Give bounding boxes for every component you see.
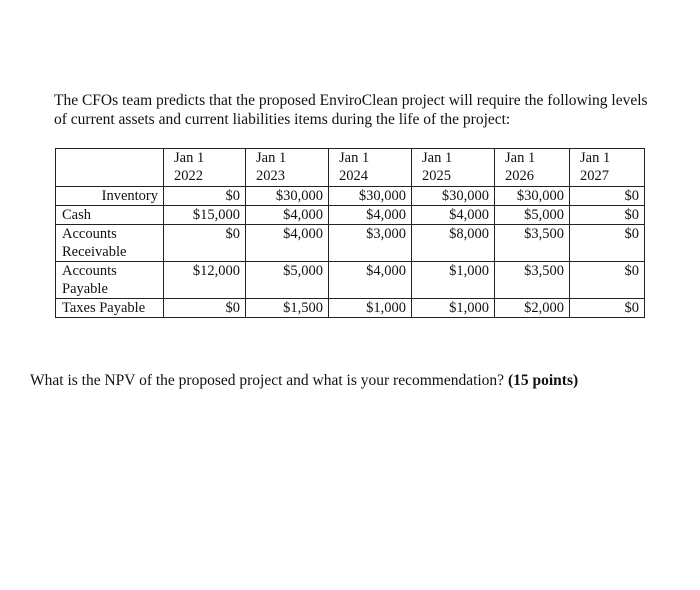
header-year: 2026 [505,168,534,184]
table-cell: $3,500 [495,262,570,299]
header-year: 2024 [339,168,368,184]
header-cell [329,149,412,187]
header-cell [495,149,570,187]
table-row-taxes-payable [56,299,645,318]
table-cell: $8,000 [412,225,495,262]
table-cell: $5,000 [246,262,329,299]
header-month: Jan 1 [339,150,370,166]
table-cell: $0 [570,187,645,206]
question-text [30,371,578,390]
working-capital-table [55,148,645,318]
working-capital-table-wrap [55,148,645,318]
table-cell: $2,000 [495,299,570,318]
table-cell: $4,000 [329,206,412,225]
header-cell [164,149,246,187]
header-month: Jan 1 [174,150,205,166]
question-body: What is the NPV of the proposed project and what is your recommendation? [30,372,508,389]
header-month: Jan 1 [422,150,453,166]
header-month: Jan 1 [580,150,611,166]
table-cell: $4,000 [246,225,329,262]
table-row-cash [56,206,645,225]
table-row-accounts-payable [56,262,645,299]
row-label: Taxes Payable [56,299,164,318]
table-cell: $0 [570,299,645,318]
table-cell: $0 [570,206,645,225]
row-label: Accounts Payable [56,262,164,299]
table-cell: $15,000 [164,206,246,225]
table-cell: $12,000 [164,262,246,299]
table-row-accounts-receivable [56,225,645,262]
table-cell: $0 [164,225,246,262]
table-cell: $30,000 [329,187,412,206]
header-cell [246,149,329,187]
table-cell: $4,000 [412,206,495,225]
header-year: 2022 [174,168,203,184]
table-cell: $1,000 [412,299,495,318]
header-cell [412,149,495,187]
header-month: Jan 1 [256,150,287,166]
table-cell: $1,000 [329,299,412,318]
row-label: Inventory [56,187,164,206]
table-cell: $0 [164,187,246,206]
header-year: 2023 [256,168,285,184]
intro-paragraph: The CFOs team predicts that the proposed EnviroClean project will require the following levels of current assets and current liabilities items during the life of the project: [54,92,648,128]
table-row-inventory [56,187,645,206]
header-month: Jan 1 [505,150,536,166]
table-cell: $5,000 [495,206,570,225]
table-cell: $0 [164,299,246,318]
row-label: Cash [56,206,164,225]
table-header-row [56,149,645,187]
table-cell: $1,500 [246,299,329,318]
table-cell: $1,000 [412,262,495,299]
table-cell: $3,500 [495,225,570,262]
header-blank-cell [56,149,164,187]
header-year: 2025 [422,168,451,184]
table-cell: $4,000 [329,262,412,299]
table-cell: $3,000 [329,225,412,262]
question-points: (15 points) [507,372,579,389]
table-cell: $0 [570,262,645,299]
table-cell: $4,000 [246,206,329,225]
header-year: 2027 [580,168,609,184]
table-cell: $30,000 [412,187,495,206]
header-cell [570,149,645,187]
table-cell: $30,000 [246,187,329,206]
table-cell: $0 [570,225,645,262]
table-cell: $30,000 [495,187,570,206]
row-label: Accounts Receivable [56,225,164,262]
